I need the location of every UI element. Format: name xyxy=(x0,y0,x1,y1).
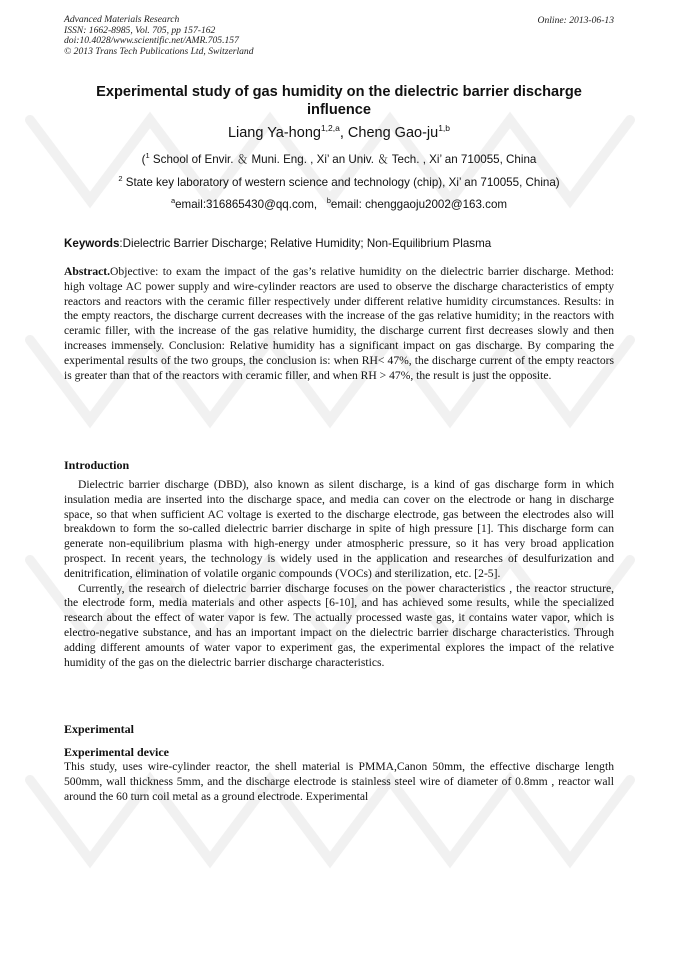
abstract-label: Abstract. xyxy=(64,265,111,278)
copyright-line: © 2013 Trans Tech Publications Ltd, Switzerland xyxy=(64,45,254,57)
email-b-link[interactable]: email: chenggaoju2002@163.com xyxy=(330,197,508,211)
email-b-sup: b xyxy=(326,196,331,205)
experimental-device-heading: Experimental device xyxy=(64,745,169,759)
abstract-paragraph xyxy=(64,265,614,383)
affiliation-2-text: State key laboratory of western science and technology (chip), Xi’ an 710055, China) xyxy=(122,175,560,189)
introduction-paragraph-2: Currently, the research of dielectric barrier discharge focuses on the power characteristics , the reactor structure, the electrode form, media materials and other aspects [6-10], and has achieved some results, while the specialized research about the effect of water vapor is few. The actually processed waste gas, it contains water vapor, which is electro-negative substance, and has an important impact on the dielectric barrier discharge characteristics. Through adding different amounts of water vapor to experiment gas, the experimental explores the impact of the relative humidity of the gas on the dielectric barrier discharge characteristics. xyxy=(64,581,614,669)
introduction-heading: Introduction xyxy=(64,458,130,472)
issn-line: ISSN: 1662-8985, Vol. 705, pp 157-162 xyxy=(64,24,216,36)
online-date: Online: 2013-06-13 xyxy=(537,15,614,26)
abstract-text: Objective: to exam the impact of the gas’s relative humidity on the dielectric barrier discharge. Method: high voltage AC power supply and wire-cylinder reactors are used to observe the discharge characteristics of empty reactors and reactors with the ceramic filler respectively under different relative humidity circumstances. Results: in the empty reactors, the discharge current decreases with the increase of the gas relative humidity; in the reactors with ceramic filler, with the increase of the gas relative humidity, the discharge current first decreases slowly and then increases immensely. Conclusion: Relative humidity has a significant impact on gas discharge. By comparing the experimental results of the two groups, the conclusion is: when RH< 47%, the discharge current of the empty reactors is greater than that of the reactors with ceramic filler, and when RH > 47%, the result is just the opposite. xyxy=(64,265,614,382)
doi-line: doi:10.4028/www.scientific.net/AMR.705.157 xyxy=(64,35,239,47)
introduction-section xyxy=(64,478,614,670)
paper-page xyxy=(64,14,614,803)
author-line xyxy=(64,123,614,141)
author-separator: , xyxy=(339,124,348,141)
introduction-paragraph-1: Dielectric barrier discharge (DBD), also known as silent discharge, is a kind of gas discharge form in which insulation media are inserted into the discharge space, and media can cover on the electrode or hang in discharge space, so that when sufficient AC voltage is exerted to the discharge electrode, gas between the electrodes also will breakdown to form the so-called dielectric barrier discharge in spite of high pressure [1]. This discharge form can generate non-equilibrium plasma with high-energy under atmospheric pressure, so it has very broad application prospect. In recent years, the technology is widely used in the application and researches of desulfurization and denitrification, elimination of volatile organic compounds (VOCs) and sterilization, etc. [2-5]. xyxy=(64,478,614,580)
affiliation-1-sup: 1 xyxy=(145,151,150,161)
email-a-sup: a xyxy=(170,196,176,205)
keywords-text: :Dielectric Barrier Discharge; Relative Humidity; Non-Equilibrium Plasma xyxy=(119,237,492,250)
email-line xyxy=(64,196,614,211)
author-2-sup: 1,b xyxy=(438,123,451,133)
affiliation-paren: ( xyxy=(141,153,146,166)
affiliation-2 xyxy=(64,174,614,189)
experimental-device-paragraph: This study, uses wire-cylinder reactor, the shell material is PMMA,Canon 50mm, the effective discharge length 500mm, wall thickness 5mm, and the discharge electrode is stainless steel wire of diameter of 0.8mm , reactor wall around the 60 turn coil metal as a ground electrode. Experimental xyxy=(64,760,614,803)
journal-meta xyxy=(64,15,614,57)
experimental-device-section xyxy=(64,760,614,804)
keywords-line xyxy=(64,237,614,250)
author-2-name: Cheng Gao-ju xyxy=(347,124,439,141)
author-1-name: Liang Ya-hong xyxy=(227,124,321,141)
experimental-heading: Experimental xyxy=(64,722,134,736)
journal-name: Advanced Materials Research xyxy=(64,14,180,25)
keywords-label: Keywords xyxy=(64,237,120,250)
affiliation-1-text: School of Envir. ＆ Muni. Eng. , Xi’ an Univ. ＆ Tech. , Xi’ an 710055, China xyxy=(149,153,537,166)
email-a-link[interactable]: email:316865430@qq.com, xyxy=(175,197,318,211)
affiliation-2-sup: 2 xyxy=(118,174,123,183)
author-1-sup: 1,2,a xyxy=(320,123,340,133)
affiliation-1 xyxy=(64,151,614,167)
paper-title: Experimental study of gas humidity on the dielectric barrier discharge influence xyxy=(96,84,582,118)
